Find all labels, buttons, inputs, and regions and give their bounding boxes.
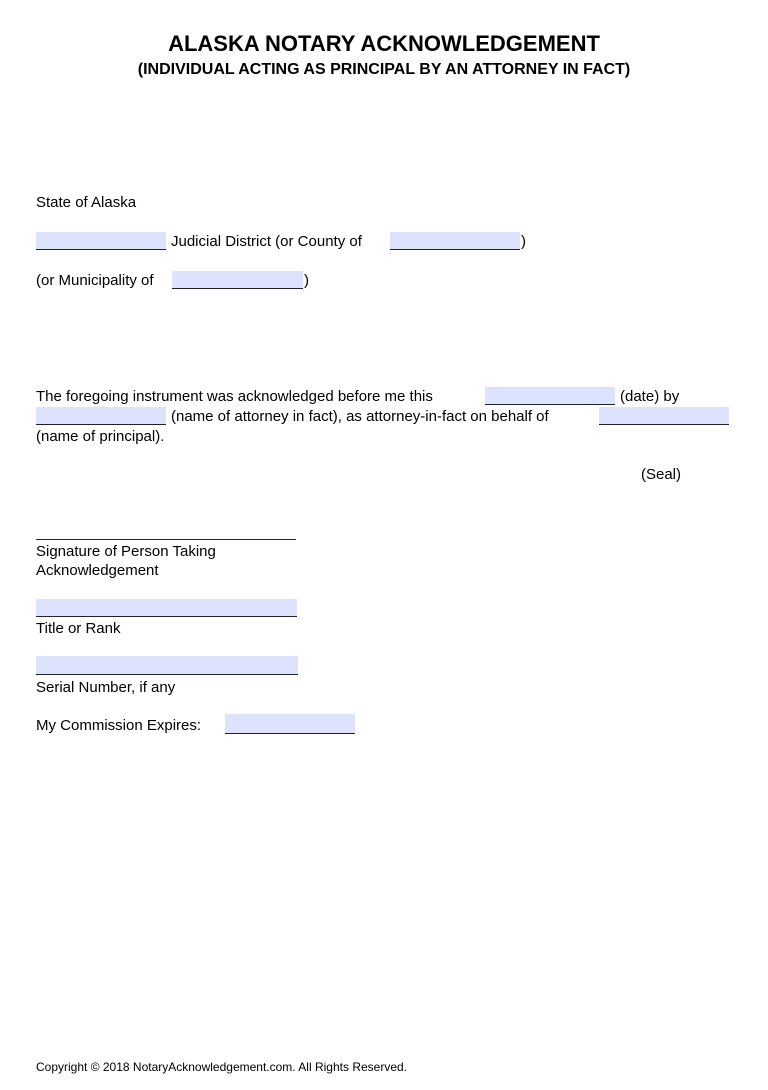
signature-line[interactable] xyxy=(36,539,296,540)
judicial-district-field[interactable] xyxy=(36,232,166,250)
principal-name-field[interactable] xyxy=(599,407,729,425)
seal-label: (Seal) xyxy=(641,466,682,483)
page-title: ALASKA NOTARY ACKNOWLEDGEMENT xyxy=(168,31,600,56)
title-rank-label: Title or Rank xyxy=(36,620,121,637)
close-paren: ) xyxy=(304,272,309,289)
date-label: (date) by xyxy=(620,388,680,405)
judicial-district-label: Judicial District (or County of xyxy=(171,233,362,250)
municipality-field[interactable] xyxy=(172,271,303,289)
serial-number-field[interactable] xyxy=(36,656,298,675)
commission-expires-label: My Commission Expires: xyxy=(36,717,202,734)
page-subtitle: (INDIVIDUAL ACTING AS PRINCIPAL BY AN ATTORNEY IN FACT) xyxy=(137,61,631,78)
principal-label: (name of principal). xyxy=(36,428,165,445)
county-field[interactable] xyxy=(390,232,520,250)
signature-label-2: Acknowledgement xyxy=(36,562,159,579)
commission-expires-field[interactable] xyxy=(225,714,355,734)
state-label: State of Alaska xyxy=(36,194,137,211)
close-paren: ) xyxy=(521,233,526,250)
acknowledgement-text: The foregoing instrument was acknowledged before me this xyxy=(36,388,433,405)
signature-label: Signature of Person Taking xyxy=(36,543,216,560)
copyright-footer: Copyright © 2018 NotaryAcknowledgement.com. All Rights Reserved. xyxy=(36,1060,408,1074)
attorney-name-field[interactable] xyxy=(36,407,166,425)
attorney-label: (name of attorney in fact), as attorney-in-fact on behalf of xyxy=(171,408,549,425)
date-field[interactable] xyxy=(485,387,615,405)
serial-number-label: Serial Number, if any xyxy=(36,679,176,696)
municipality-label: (or Municipality of xyxy=(36,272,154,289)
title-rank-field[interactable] xyxy=(36,599,297,617)
